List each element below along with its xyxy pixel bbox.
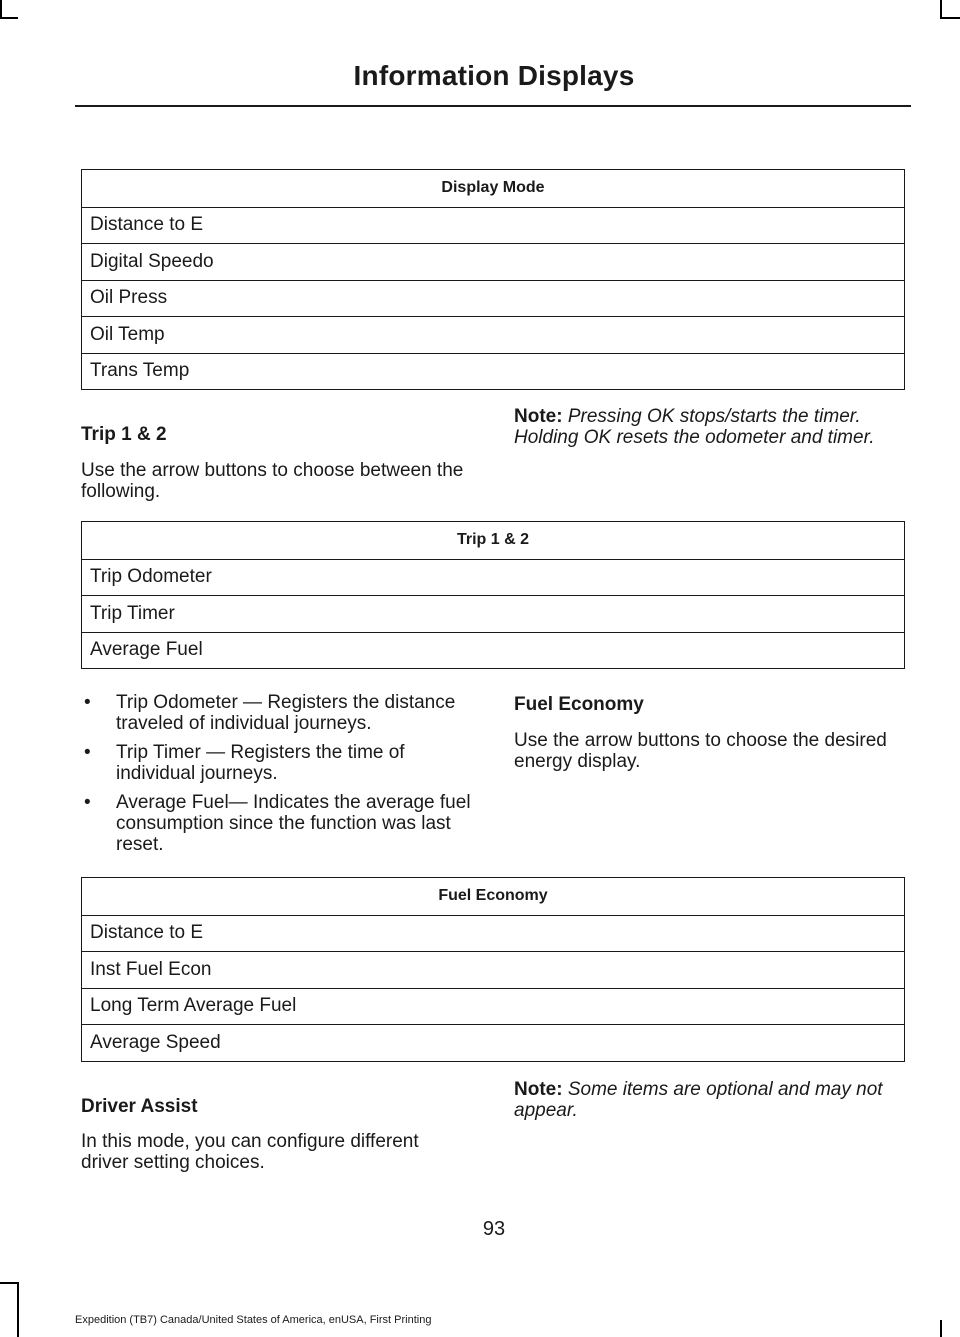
header-divider: [75, 105, 911, 107]
note-text: Some items are optional and may not appear.: [514, 1079, 883, 1121]
driver-assist-body: In this mode, you can configure different driver setting choices.: [81, 1131, 419, 1173]
table-header: Trip 1 & 2: [456, 531, 530, 549]
table-row: Inst Fuel Econ: [82, 951, 904, 988]
list-item: • Trip Odometer — Registers the distance traveled of individual journeys.: [81, 692, 481, 734]
crop-mark-top-right-h: [940, 17, 960, 19]
table-row: Oil Temp: [82, 316, 904, 353]
crop-mark-bottom-left-v: [17, 1282, 19, 1337]
trip-table: [81, 521, 905, 669]
display-mode-table: [81, 169, 905, 390]
note-text: Pressing OK stops/starts the timer. Holding OK resets the odometer and timer.: [514, 406, 875, 448]
table-row: Distance to E: [82, 915, 904, 952]
table-row: Distance to E: [82, 207, 904, 244]
driver-assist-heading: Driver Assist: [81, 1096, 198, 1117]
page-number: 93: [482, 1218, 506, 1240]
note-label: Note:: [514, 1079, 568, 1100]
table-row: Average Speed: [82, 1024, 904, 1061]
table-row: Oil Press: [82, 280, 904, 317]
fuel-economy-heading: Fuel Economy: [514, 694, 644, 715]
table-row: Average Fuel: [82, 632, 904, 669]
table-header: Display Mode: [441, 179, 545, 197]
crop-mark-top-left-h: [0, 17, 18, 19]
list-item: • Trip Timer — Registers the time of individual journeys.: [81, 742, 481, 784]
crop-mark-top-left: [0, 0, 2, 18]
table-header: Fuel Economy: [438, 887, 548, 905]
crop-mark-top-right: [940, 0, 942, 18]
trip-heading: Trip 1 & 2: [81, 424, 167, 445]
table-row: Trans Temp: [82, 353, 904, 390]
trip-bullet-list: [81, 692, 481, 863]
list-item: • Average Fuel— Indicates the average fuel consumption since the function was last reset.: [81, 792, 481, 855]
trip-body: Use the arrow buttons to choose between the following.: [81, 460, 464, 502]
table-row: Trip Odometer: [82, 559, 904, 596]
note-label: Note:: [514, 406, 568, 427]
table-row: Trip Timer: [82, 595, 904, 632]
trip-note: [514, 406, 914, 448]
footer-text: Expedition (TB7) Canada/United States of America, enUSA, First Printing: [75, 1314, 432, 1326]
table-row: Long Term Average Fuel: [82, 988, 904, 1025]
crop-mark-bottom-left: [0, 1282, 18, 1284]
fuel-economy-body: Use the arrow buttons to choose the desired energy display.: [514, 730, 887, 772]
crop-mark-bottom-right: [940, 1320, 942, 1337]
driver-assist-note: [514, 1079, 904, 1121]
table-row: Digital Speedo: [82, 243, 904, 280]
page-title: Information Displays: [353, 60, 635, 91]
fuel-economy-table: [81, 877, 905, 1062]
